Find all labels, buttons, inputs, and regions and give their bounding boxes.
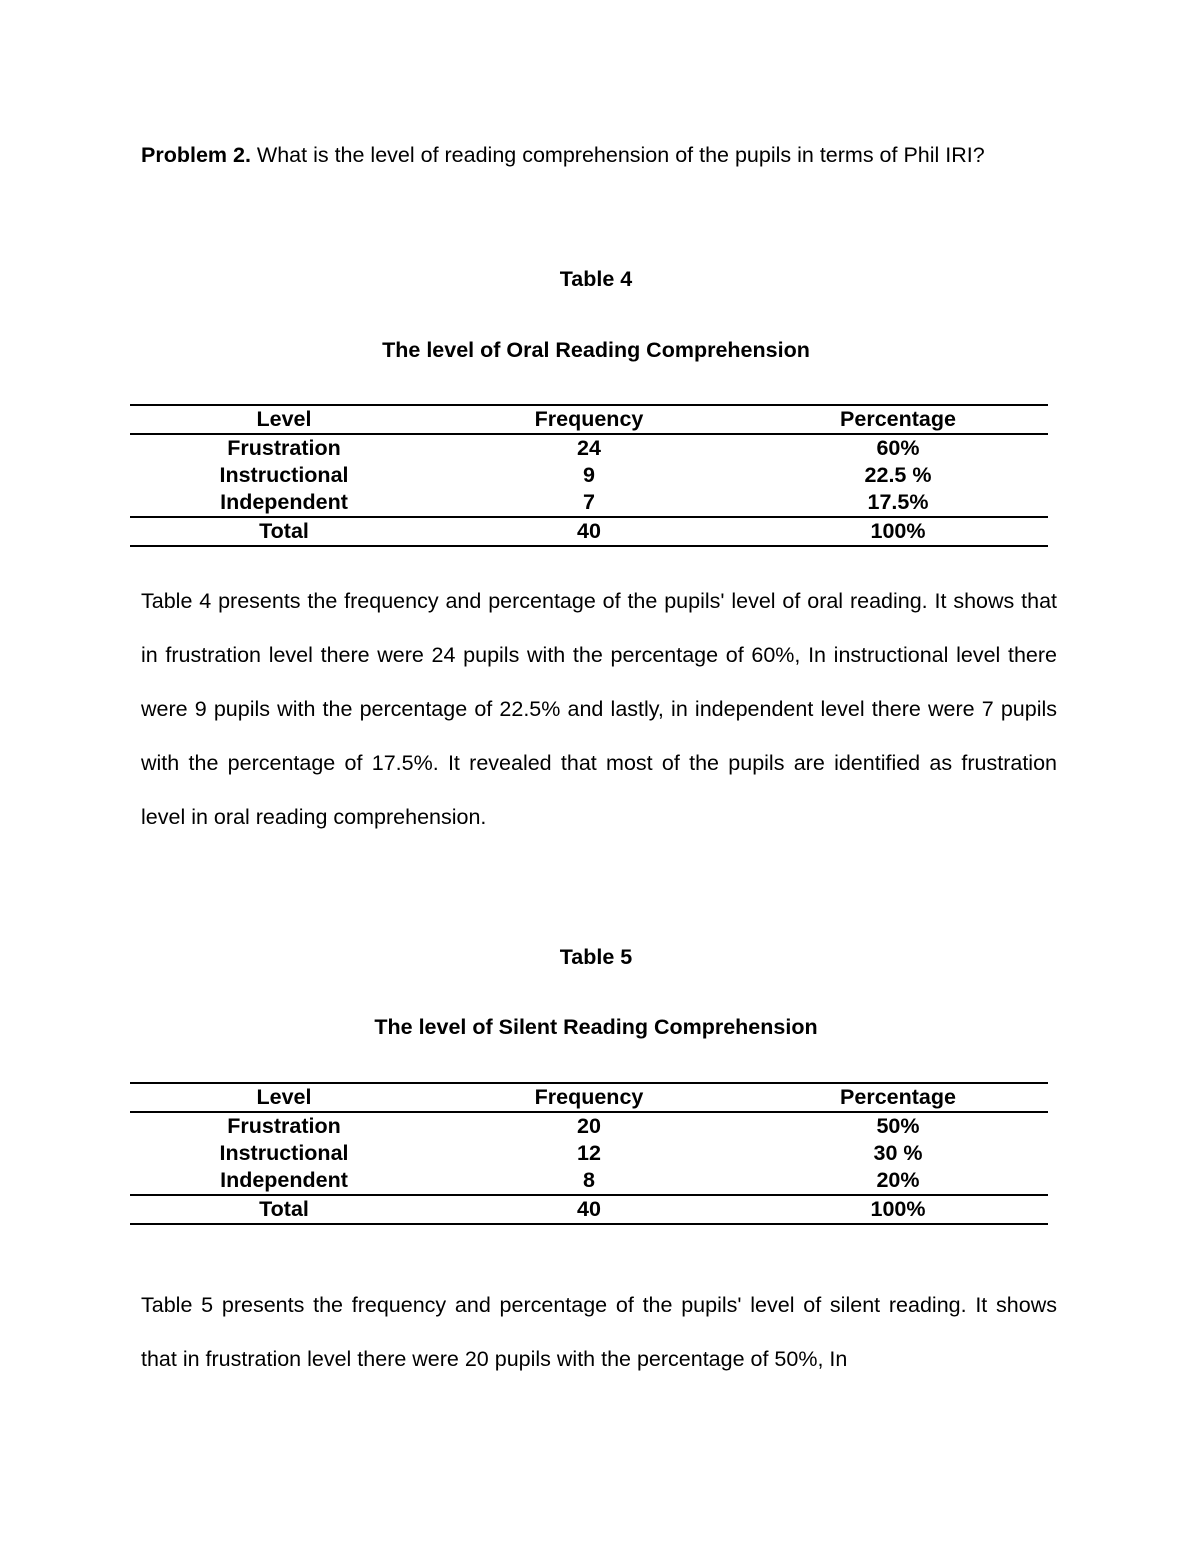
table-header-row xyxy=(130,405,1048,434)
problem-label: Problem 2. xyxy=(141,143,251,167)
cell-percentage: 22.5 % xyxy=(864,463,932,487)
table4-title: The level of Oral Reading Comprehension xyxy=(382,338,810,362)
cell-level: Instructional xyxy=(219,463,349,487)
table-total-row xyxy=(130,1195,1048,1224)
cell-total-label: Total xyxy=(259,1197,309,1221)
cell-frequency: 7 xyxy=(583,490,595,514)
problem-statement xyxy=(141,128,1057,182)
table5-label: Table 5 xyxy=(559,945,633,969)
cell-total-percentage: 100% xyxy=(870,1197,926,1221)
cell-level: Independent xyxy=(220,1168,348,1192)
table-header-row xyxy=(130,1083,1048,1112)
table-row xyxy=(130,462,1048,489)
column-header-level: Level xyxy=(256,407,312,431)
cell-percentage: 30 % xyxy=(873,1141,923,1165)
cell-level: Instructional xyxy=(219,1141,349,1165)
cell-percentage: 20% xyxy=(876,1168,920,1192)
cell-frequency: 20 xyxy=(577,1114,601,1138)
column-header-percentage: Percentage xyxy=(840,1085,956,1109)
cell-total-frequency: 40 xyxy=(577,1197,601,1221)
table5-title: The level of Silent Reading Comprehension xyxy=(374,1015,818,1039)
cell-level: Independent xyxy=(220,490,348,514)
cell-percentage: 60% xyxy=(876,436,920,460)
cell-percentage: 50% xyxy=(876,1114,920,1138)
table-row xyxy=(130,1112,1048,1140)
column-header-frequency: Frequency xyxy=(534,1085,644,1109)
table4-description: Table 4 presents the frequency and percentage of the pupils' level of oral reading. It shows that in frustration level there were 24 pupils with the percentage of 60%, In instructional level there were 9 pupils with the percentage of 22.5% and lastly, in independent level there were 7 pupils with the percentage of 17.5%. It revealed that most of the pupils are identified as frustration level in oral reading comprehension. xyxy=(141,589,1057,829)
cell-frequency: 8 xyxy=(583,1168,595,1192)
cell-frequency: 9 xyxy=(583,463,595,487)
column-header-frequency: Frequency xyxy=(534,407,644,431)
table-total-row xyxy=(130,517,1048,546)
table4-oral-reading xyxy=(130,404,1048,547)
cell-level: Frustration xyxy=(227,436,341,460)
cell-frequency: 24 xyxy=(577,436,601,460)
cell-total-percentage: 100% xyxy=(870,519,926,543)
cell-level: Frustration xyxy=(227,1114,341,1138)
table-row xyxy=(130,1167,1048,1195)
table5-description: Table 5 presents the frequency and percentage of the pupils' level of silent reading. It shows that in frustration level there were 20 pupils with the percentage of 50%, In xyxy=(141,1293,1057,1371)
cell-percentage: 17.5% xyxy=(867,490,929,514)
problem-text: What is the level of reading comprehension of the pupils in terms of Phil IRI? xyxy=(250,143,985,167)
cell-frequency: 12 xyxy=(577,1141,601,1165)
column-header-level: Level xyxy=(256,1085,312,1109)
table5-silent-reading xyxy=(130,1082,1048,1225)
cell-total-label: Total xyxy=(259,519,309,543)
cell-total-frequency: 40 xyxy=(577,519,601,543)
column-header-percentage: Percentage xyxy=(840,407,956,431)
table4-label: Table 4 xyxy=(559,267,633,291)
table-row xyxy=(130,434,1048,462)
table-row xyxy=(130,489,1048,517)
table-row xyxy=(130,1140,1048,1167)
